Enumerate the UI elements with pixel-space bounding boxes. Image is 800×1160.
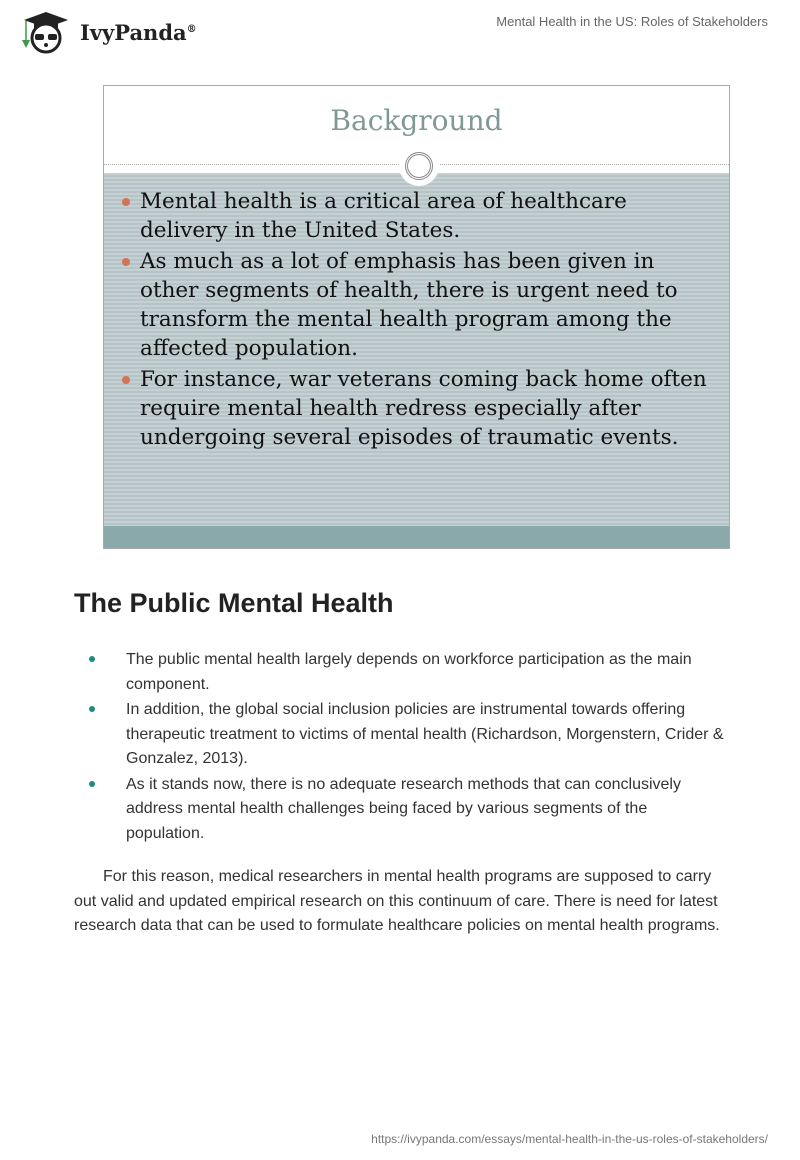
slide-footer-bar (104, 526, 729, 548)
circle-ornament-icon (399, 146, 439, 186)
document-title: Mental Health in the US: Roles of Stakeholders (496, 14, 768, 29)
logo-text: IvyPanda (80, 19, 187, 45)
list-item: In addition, the global social inclusion policies are instrumental towards offering therapeutic treatment to victims of mental health (Richardson, Morgenstern, Crider & Gonzalez, 2013). (88, 698, 728, 772)
ivypanda-logo[interactable] (18, 10, 197, 54)
paragraph: For this reason, medical researchers in mental health programs are supposed to carry out valid and updated empirical research on this continuum of care. There is need for latest research data that can be used to formulate healthcare policies on mental health programs. (74, 868, 720, 934)
slide-bullet: As much as a lot of emphasis has been given in other segments of health, there is urgent need to transform the mental health program among the affected population. (122, 247, 719, 363)
source-url[interactable]: https://ivypanda.com/essays/mental-health-in-the-us-roles-of-stakeholders/ (371, 1132, 768, 1146)
slide-bullet: For instance, war veterans coming back home often require mental health redress especially after undergoing several episodes of traumatic events. (122, 365, 719, 452)
slide-title: Background (330, 104, 503, 137)
list-item: The public mental health largely depends on workforce participation as the main component. (88, 648, 728, 697)
panda-graduate-icon (18, 10, 74, 54)
registered-mark: ® (186, 23, 197, 35)
slide-bullet: Mental health is a critical area of healthcare delivery in the United States. (122, 187, 719, 245)
slide-image (103, 85, 730, 549)
section-heading: The Public Mental Health (74, 588, 394, 618)
list-item: As it stands now, there is no adequate research methods that can conclusively address mental health challenges being faced by various segments of the population. (88, 773, 728, 847)
